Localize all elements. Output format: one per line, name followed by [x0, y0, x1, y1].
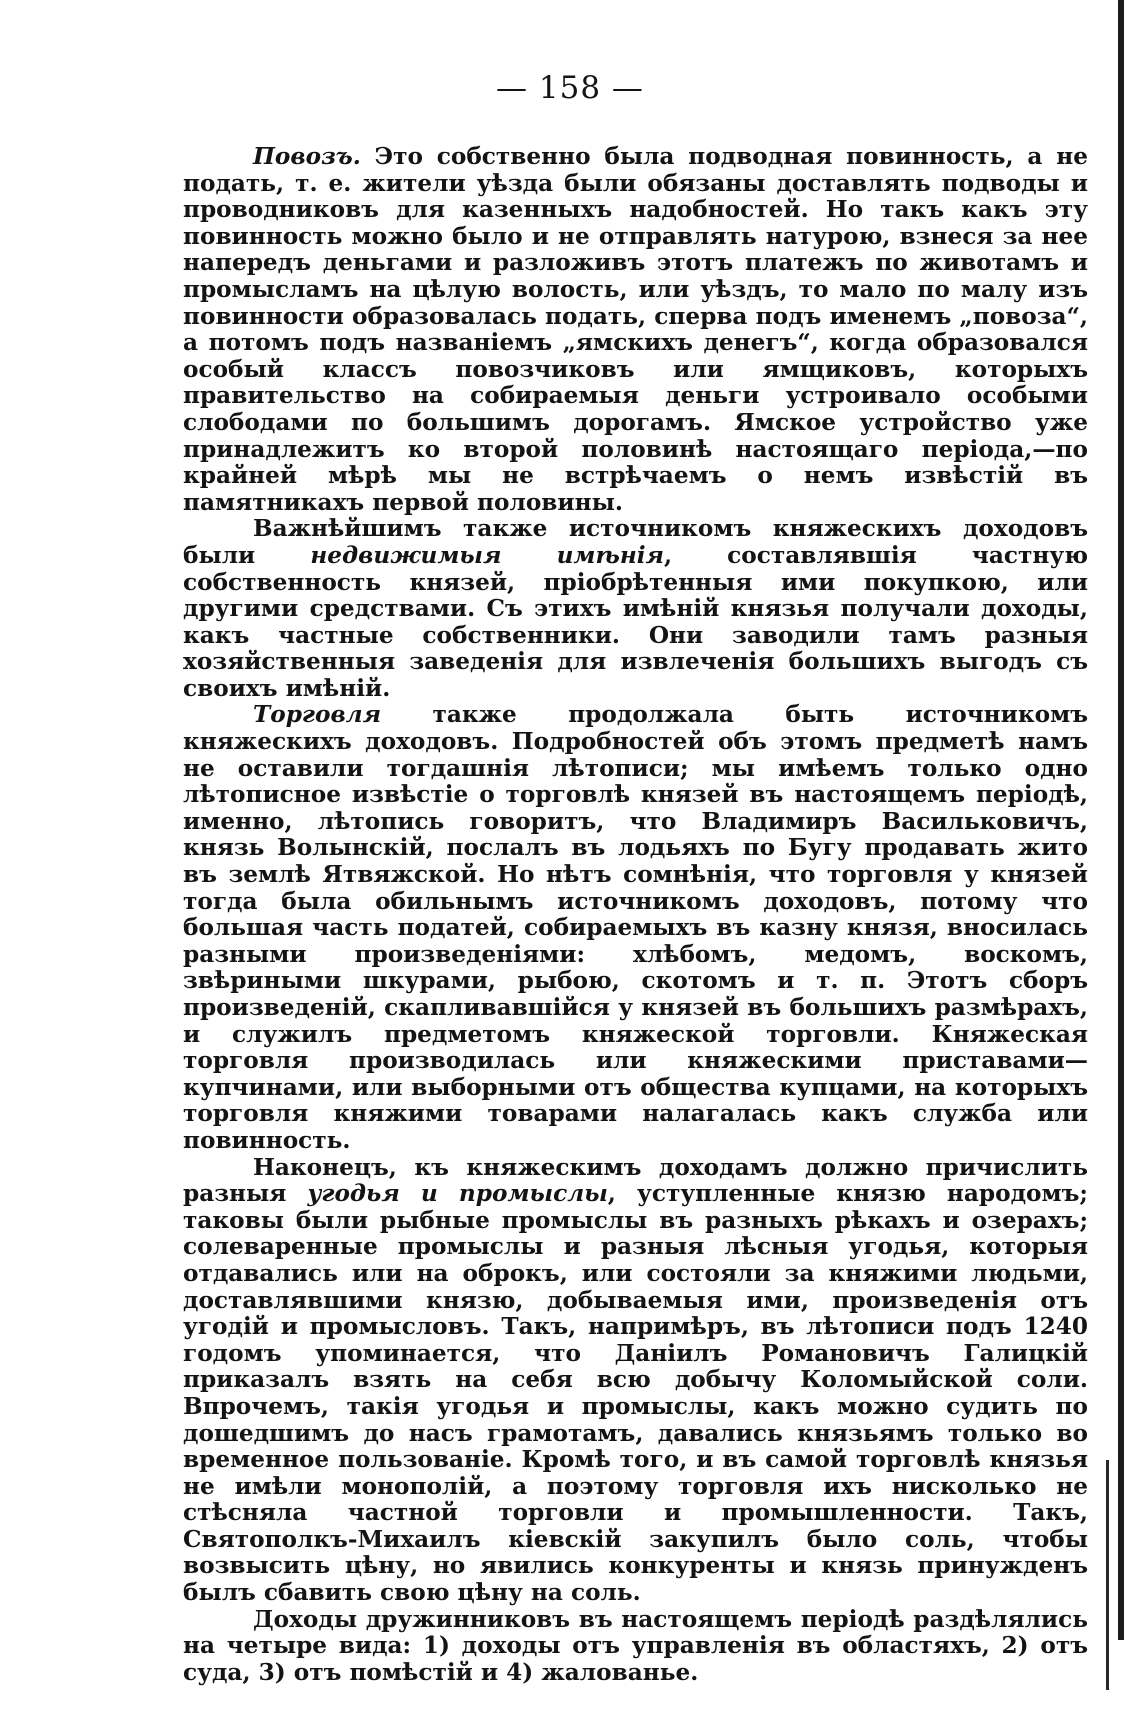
text-run: , составлявшія частную собственность князей, пріобрѣтенныя ими покупкою, или другими средствами. Съ этихъ имѣній князья получали доходы, какъ частные собственники. Они заводили тамъ разныя хозяйственныя заведенія для извлеченія большихъ выгодъ съ своихъ имѣній.	[183, 541, 1088, 702]
text-run: Это собственно была подводная повинность, а не подать, т. е. жители уѣзда были обязаны доставлять подводы и проводниковъ для казенныхъ надобностей. Но такъ какъ эту повинность можно было и не отправлять натурою, взнеся за нее напередъ деньгами и разложивъ этотъ платежъ по животамъ и промысламъ на цѣлую волость, или уѣздъ, то мало по малу изъ повинности образовалась подать, сперва подъ именемъ „повоза“, а потомъ подъ названіемъ „ямскихъ денегъ“, когда образовался особый классъ повозчиковъ или ямщиковъ, которыхъ правительство на собираемыя деньги устроивало особыми слободами по большимъ дорогамъ. Ямское устройство уже принадлежитъ ко второй половинѣ настоящаго періода,—по крайней мѣрѣ мы не встрѣчаемъ о немъ извѣстій въ памятникахъ первой половины.	[183, 143, 1088, 516]
text-run: также продолжала быть источникомъ княжескихъ доходовъ. Подробностей объ этомъ предметѣ намъ не оставили тогдашнія лѣтописи; мы имѣемъ только одно лѣтописное извѣстіе о торговлѣ князей въ настоящемъ періодѣ, именно, лѣтопись говоритъ, что Владимиръ Васильковичъ, князь Волынскій, послалъ въ лодьяхъ по Бугу продавать жито въ землѣ Ятвяжской. Но нѣтъ сомнѣнія, что торговля у князей тогда была обильнымъ источникомъ доходовъ, потому что большая часть податей, собираемыхъ въ казну князя, вносилась разными произведеніями: хлѣбомъ, медомъ, воскомъ, звѣриными шкурами, рыбою, скотомъ и т. п. Этотъ сборъ произведеній, скапливавшійся у князей въ большихъ размѣрахъ, и служилъ предметомъ княжеской торговли. Княжеская торговля производилась или княжескими приставами—купчинами, или выборными отъ общества купцами, на которыхъ торговля княжими товарами налагалась какъ служба или повинность.	[183, 701, 1088, 1154]
text-run: въ настоящемъ періодѣ раздѣлялись на четыре вида: 1) доходы отъ управленія въ областяхъ, 2) отъ суда, 3) отъ помѣстій и 4) жалованье.	[183, 1605, 1088, 1686]
scan-edge-shadow	[1118, 0, 1124, 1640]
paragraph	[183, 1607, 1088, 1687]
page-number: — 158 —	[496, 70, 644, 106]
text-run: , уступленные князю народомъ; таковы были рыбные промыслы въ разныхъ рѣкахъ и озерахъ; солеваренные промыслы и разныя лѣсныя угодья, которыя отдавались или на оброкъ, или состояли за княжими людьми, доставлявшими князю, добываемыя ими, произведенія отъ угодій и промысловъ. Такъ, напримѣръ, въ лѣтописи подъ 1240 годомъ упоминается, что Даніилъ Романовичъ Галицкій приказалъ взять на себя всю добычу Коломыйской соли. Впрочемъ, такія угодья и промыслы, какъ можно судить по дошедшимъ до насъ грамотамъ, давались князьямъ только во временное пользованіе. Кромѣ того, и въ самой торговлѣ князья не имѣли монополій, а поэтому торговля ихъ нисколько не стѣсняла частной торговли и промышленности. Такъ, Святополкъ-Михаилъ кіевскій закупилъ было соль, чтобы возвысить цѣну, но явились конкуренты и князь принужденъ былъ сбавить свою цѣну на соль.	[183, 1180, 1088, 1607]
scan-edge-shadow-lower	[1106, 1460, 1109, 1690]
paragraph	[183, 702, 1088, 1154]
paragraph	[183, 1155, 1088, 1607]
body-text	[183, 144, 1088, 1686]
italic-term: угодья и промыслы	[307, 1180, 608, 1208]
italic-term: Торговля	[253, 701, 382, 729]
italic-term: Повозъ.	[253, 143, 361, 170]
paragraph	[183, 144, 1088, 516]
italic-term: недвижимыя имѣнія	[310, 541, 664, 569]
text-run: Наконецъ, къ княжескимъ доходамъ должно причислить разныя	[183, 1153, 1088, 1208]
text-run: Важнѣйшимъ также источникомъ княжескихъ доходовъ были	[183, 515, 1088, 569]
bold-heading: Доходы дружинниковъ	[253, 1605, 571, 1633]
paragraph	[183, 516, 1088, 702]
